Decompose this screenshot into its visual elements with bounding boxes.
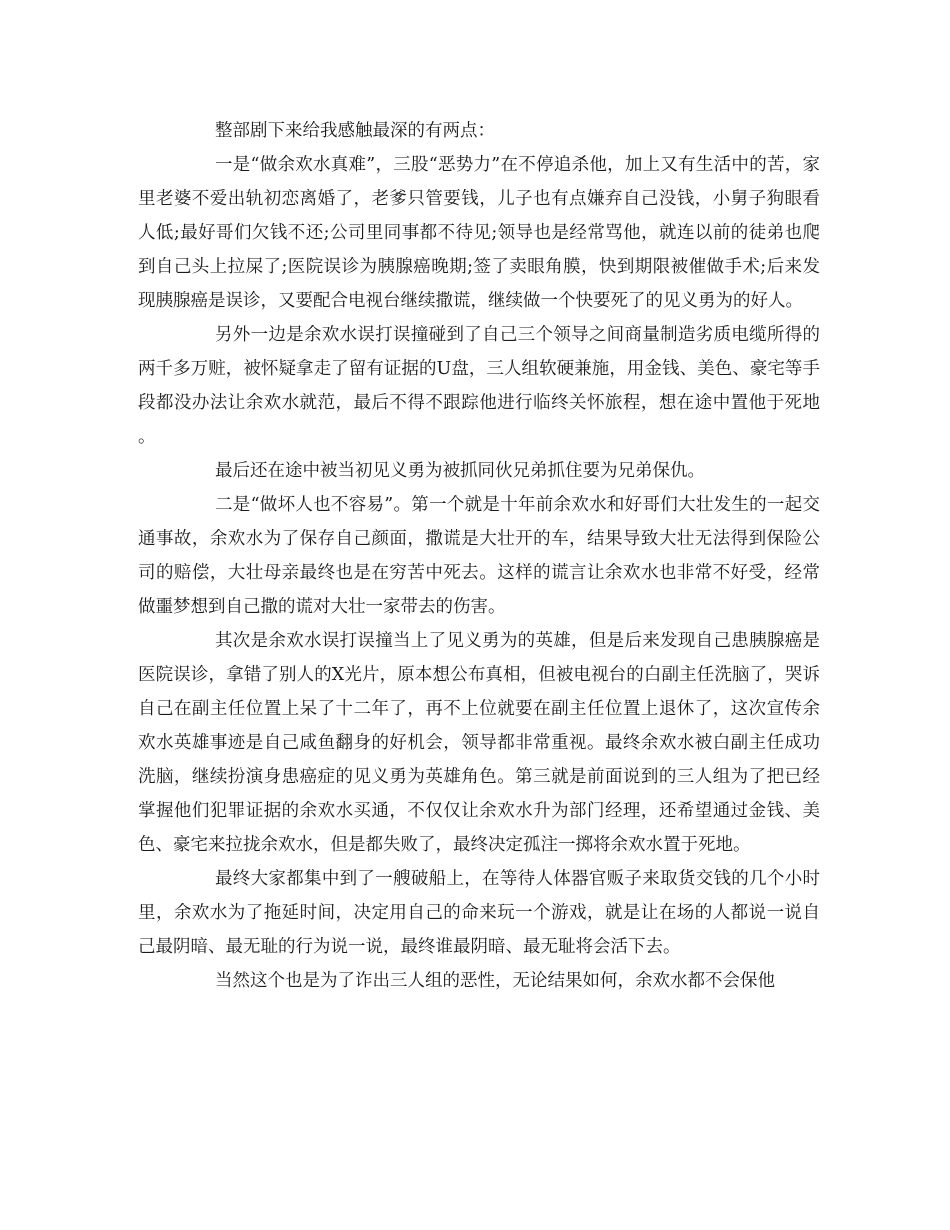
paragraph-1: 整部剧下来给我感触最深的有两点： xyxy=(215,121,495,141)
paragraph-6: 其次是余欢水误打误撞当上了见义勇为的英雄，但是后来发现自己患胰腺癌是医院误诊，拿错了别人的X光片，原本想公布真相，但被电视台的白副主任洗脑了，哭诉自己在副主任位置上呆了十二年了，再不上位就要在副主任位置上退休了，这次宣传余欢水英雄事迹是自己咸鱼翻身的好机会，领导都非常重视。最终余欢水被白副主任成功洗脑，继续扮演身患癌症的见义勇为英雄角色。第三就是前面说到的三人组为了把已经掌握他们犯罪证据的余欢水买通，不仅仅让余欢水升为部门经理，还希望通过金钱、美色、豪宅来拉拢余欢水，但是都失败了，最终决定孤注一掷将余欢水置于死地。 xyxy=(138,631,820,855)
paragraph-2: 一是“做余欢水真难”，三股“恶势力”在不停追杀他，加上又有生活中的苦，家里老婆不爱出轨初恋离婚了，老爹只管要钱，儿子也有点嫌弃自己没钱，小舅子狗眼看人低;最好哥们欠钱不还;公司里同事都不待见;领导也是经常骂他，就连以前的徒弟也爬到自己头上拉屎了;医院误诊为胰腺癌晚期;签了卖眼角膜，快到期限被催做手术;后来发现胰腺癌是误诊，又要配合电视台继续撒谎，继续做一个快要死了的见义勇为的好人。 xyxy=(138,155,820,311)
paragraph-4: 最后还在途中被当初见义勇为被抓同伙兄弟抓住要为兄弟保仇。 xyxy=(215,461,705,481)
paragraph-7: 最终大家都集中到了一艘破船上，在等待人体器官贩子来取货交钱的几个小时里，余欢水为了拖延时间，决定用自己的命来玩一个游戏，就是让在场的人都说一说自己最阴暗、最无耻的行为说一说，最终谁最阴暗、最无耻将会活下去。 xyxy=(138,869,820,957)
paragraph-5: 二是“做坏人也不容易”。第一个就是十年前余欢水和好哥们大壮发生的一起交通事故，余欢水为了保存自己颜面，撒谎是大壮开的车，结果导致大壮无法得到保险公司的赔偿，大壮母亲最终也是在穷苦中死去。这样的谎言让余欢水也非常不好受，经常做噩梦想到自己撒的谎对大壮一家带去的伤害。 xyxy=(138,495,820,617)
paragraph-3: 另外一边是余欢水误打误撞碰到了自己三个领导之间商量制造劣质电缆所得的两千多万赃，被怀疑拿走了留有证据的U盘，三人组软硬兼施，用金钱、美色、豪宅等手段都没办法让余欢水就范，最后不得不跟踪他进行临终关怀旅程，想在途中置他于死地。 xyxy=(138,325,820,447)
paragraph-8: 当然这个也是为了诈出三人组的恶性，无论结果如何，余欢水都不会保他 xyxy=(215,971,775,991)
document-body xyxy=(138,114,820,998)
